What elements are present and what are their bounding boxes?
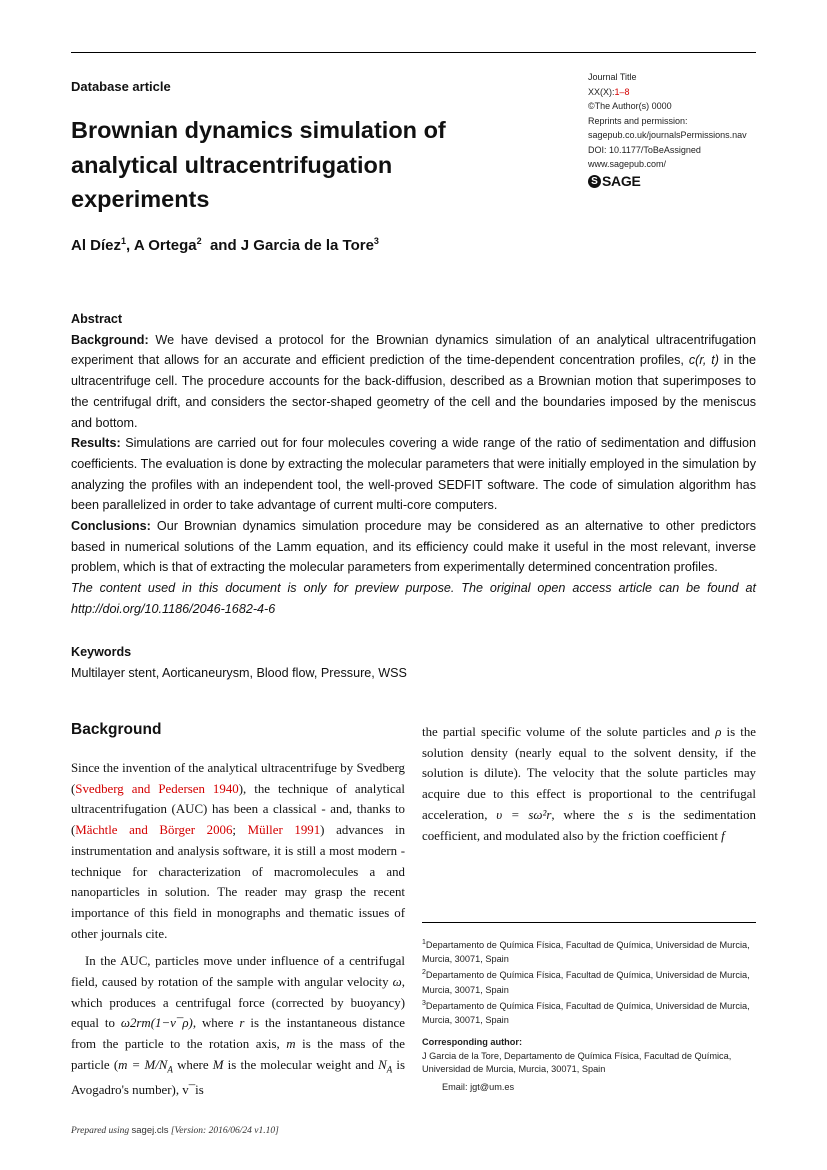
abstract-background: [71, 330, 756, 434]
keywords-list: Multilayer stent, Aorticaneurysm, Blood flow, Pressure, WSS: [71, 665, 407, 680]
volume-prefix: XX(X):: [588, 86, 615, 97]
math-symbol: f: [721, 828, 725, 843]
footnote: [422, 966, 756, 996]
author-list: [71, 236, 379, 254]
results-label: Results:: [71, 436, 121, 451]
background-label: Background:: [71, 332, 149, 347]
math-formula: m = M/N: [118, 1057, 168, 1072]
body-paragraph: [71, 951, 405, 1101]
author-affiliation-mark: 1: [121, 236, 127, 246]
footnote-mark: 3: [422, 999, 426, 1007]
author-affiliation-mark: 2: [196, 236, 202, 246]
sage-logo-text: SAGE: [602, 173, 641, 189]
math-subscript: A: [386, 1064, 393, 1075]
footnote-text: Departamento de Química Física, Facultad de Química, Universidad de Murcia, Murcia, 30071, Spain: [422, 970, 750, 995]
text-run: where: [172, 1057, 213, 1072]
math-formula: υ = sω²r: [496, 807, 552, 822]
text-run: is the sedimentation coefficient, and modulated also by the friction coefficient: [422, 807, 756, 843]
text-run: In the AUC, particles move under influence of a centrifugal field, caused by rotation of the sample with angular velocity: [71, 954, 405, 990]
concentration-symbol: c(r, t): [688, 353, 719, 368]
citation-link[interactable]: Müller 1991: [247, 823, 321, 838]
author-separator: and: [201, 237, 241, 254]
math-symbol: ρ: [715, 725, 722, 739]
journal-info: [588, 70, 747, 172]
abstract-heading: Abstract: [71, 312, 123, 326]
text-run: is the instantaneous distance from the particle to the rotation axis,: [71, 1016, 405, 1052]
body-paragraph: [71, 758, 405, 944]
text-run: , where the: [551, 807, 629, 822]
journal-title: Journal Title: [588, 72, 637, 82]
citation-link[interactable]: Svedberg and Pedersen 1940: [75, 781, 239, 796]
text-run: is Avogadro's number), v¯is: [71, 1057, 406, 1098]
corresponding-text: J Garcia de la Tore, Departamento de Química Física, Facultad de Química, Universidad de Murcia, Murcia, 30071, Spain: [422, 1050, 732, 1074]
footnote-rule: [422, 922, 756, 923]
results-text: Simulations are carried out for four molecules covering a wide range of the ratio of sedimentation and diffusion coefficients. The evaluation is done by extracting the molecular parameters that were initially employed in the simulation by analyzing the profiles with an independent tool, the well-proved SEDFIT software. The code of simulation algorithm has been parallelized in order to take advantage of current multi-core computers.: [71, 436, 756, 513]
corresponding-author: [422, 1036, 756, 1094]
page-range-link[interactable]: 1–8: [614, 86, 630, 97]
body-paragraph: [422, 722, 756, 846]
corresponding-email[interactable]: Email: jgt@um.es: [442, 1081, 515, 1092]
reprints-url: sagepub.co.uk/journalsPermissions.nav: [588, 130, 747, 140]
footnote-mark: 1: [422, 939, 426, 946]
top-rule: [71, 52, 756, 53]
footnote: [422, 936, 756, 966]
footnote-mark: 2: [422, 969, 426, 977]
math-subscript: A: [167, 1064, 173, 1075]
affiliation-footnotes: [422, 936, 756, 1027]
text-run: ) advances in instrumentation and analysis software, it is still a most modern - technique for characterization of macromolecules a and nanoparticles in solution. The reader may grasp the recent importance of this field in monographs and thematic issues of other journals cite.: [71, 823, 406, 941]
preview-note: The content used in this document is only for preview purpose. The original open access article can be found at http://doi.org/10.1186/2046-1682-4-6: [71, 581, 756, 616]
conclusions-text: Our Brownian dynamics simulation procedure may be considered as an alternative to other predictors based in numerical solutions of the Lamm equation, and its efficiency could make it useful in the most relevant, inverse problem, which is that of extracting the molecular parameters from experimentally determined concentration profiles.: [71, 519, 756, 575]
website-line: www.sagepub.com/: [588, 159, 667, 169]
text-run: is the mass of the particle (: [71, 1037, 405, 1072]
page-footer: [71, 1125, 279, 1136]
footer-class-name: sagej.cls: [131, 1125, 169, 1136]
footnote-text: Departamento de Química Física, Facultad de Química, Universidad de Murcia, Murcia, 30071, Spain: [422, 940, 750, 965]
math-symbol: r: [239, 1016, 245, 1031]
text-run: is the solution density (nearly equal to the solvent density, if the solution is dilute). The velocity that the solute particles may acquire due to this effect is proportional to the centrifugal acceleration,: [422, 725, 756, 822]
math-symbol: ω: [392, 975, 402, 990]
math-symbol: M: [212, 1057, 224, 1072]
author-name: A Ortega: [133, 237, 197, 254]
sage-logo: [588, 174, 640, 188]
text-run: ;: [232, 823, 248, 838]
body-left-column: [71, 758, 405, 1101]
abstract-section: [71, 309, 756, 620]
journal-volume: [588, 85, 747, 100]
abstract-results: [71, 433, 756, 516]
background-text: We have devised a protocol for the Brownian dynamics simulation of an analytical ultracentrifugation experiment that allows for an accurate and efficient prediction of the time-dependent concentration profiles,: [71, 332, 756, 368]
text-run: ), the technique of analytical ultracentrifugation (AUC) has been a classical - and, thanks to (: [71, 781, 405, 838]
author-separator: ,: [126, 237, 134, 254]
math-formula: ω2rm(1−v¯ρ): [120, 1016, 193, 1031]
conclusions-label: Conclusions:: [71, 519, 151, 534]
math-symbol: N: [378, 1057, 387, 1072]
keywords-section: [71, 642, 756, 683]
math-symbol: s: [628, 807, 634, 822]
math-symbol: m: [286, 1037, 296, 1052]
author-name: Al Díez: [71, 237, 122, 254]
footer-prefix: Prepared using: [71, 1126, 132, 1136]
text-run: , which produces a centrifugal force (corrected by buoyancy) equal to: [71, 975, 405, 1031]
paper-title: Brownian dynamics simulation of analytical ultracentrifugation experiments: [71, 117, 446, 212]
footnote: [422, 997, 756, 1027]
author-name: J Garcia de la Tore: [240, 237, 374, 254]
footer-version: [Version: 2016/06/24 v1.10]: [168, 1126, 279, 1136]
footnote-text: Departamento de Química Física, Facultad de Química, Universidad de Murcia, Murcia, 30071, Spain: [422, 1001, 750, 1026]
reprints-line: Reprints and permission:: [588, 115, 688, 126]
text-run: is the molecular weight and: [223, 1057, 379, 1072]
sage-logo-icon: S: [588, 175, 601, 188]
section-heading-background: Background: [71, 721, 162, 738]
abstract-conclusions: [71, 516, 756, 578]
doi-line: DOI: 10.1177/ToBeAssigned: [588, 144, 701, 155]
background-text-cont: in the ultracentrifuge cell. The procedure accounts for the back-diffusion, described as a Brownian motion that superimposes to the centrifugal drift, and considers the sector-shaped geometry of the cell and the boundaries imposed by the meniscus and bottom.: [71, 353, 756, 430]
article-type: Database article: [71, 79, 171, 94]
body-right-column: [422, 722, 756, 846]
copyright-line: ©The Author(s) 0000: [588, 101, 672, 111]
text-run: the partial specific volume of the solute particles and: [422, 725, 716, 739]
author-affiliation-mark: 3: [373, 236, 379, 246]
citation-link[interactable]: Mächtle and Börger 2006: [75, 823, 233, 838]
text-run: Since the invention of the analytical ultracentrifuge by Svedberg (: [71, 761, 405, 796]
text-run: , where: [192, 1016, 240, 1031]
keywords-heading: Keywords: [71, 645, 132, 659]
corresponding-heading: Corresponding author:: [422, 1037, 523, 1047]
